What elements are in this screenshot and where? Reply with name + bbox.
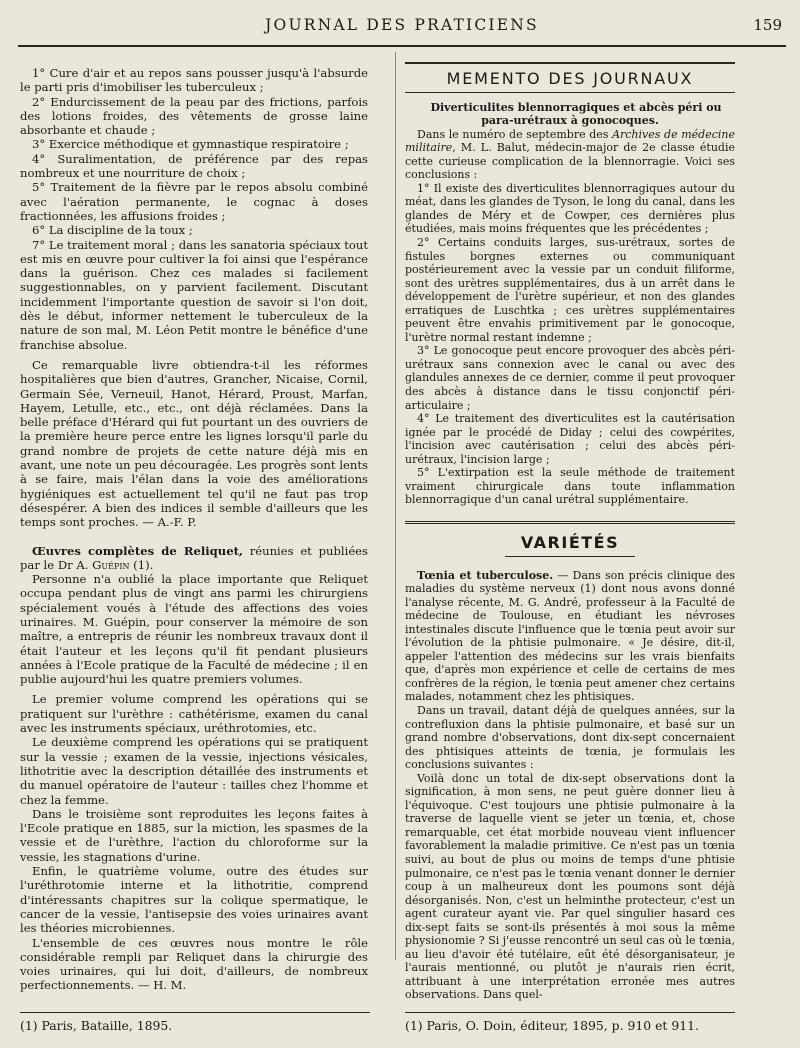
paragraph: L'ensemble de ces œuvres nous montre le rôle considérable rempli par Reliquet dans la chirurgie des voies urinaires, qui lui doit, d'ailleurs, de nombreux perfectionnements. — H. M. (20, 935, 368, 993)
paragraph: Enfin, le quatrième volume, outre des études sur l'uréthrotomie interne et la lithotritie, comprend d'intéressants chapitres sur la colique spermatique, le cancer de la vessie, l'antisepsie des voies urinaires avant les théories microbiennes. (20, 864, 368, 936)
article-text: — Dans son précis clinique des maladies du système nerveux (1) dont nous avons donné l'analyse récente, M. G. André, professeur à la Faculté de médecine de Toulouse, en étudiant les névroses intestinales discute l'influence que le tœnia peut avoir sur l'évolution de la phtisie pulmonaire. « Je désire, dit-il, appeler l'attention des médecins sur les vrais bienfaits que, d'après mon expérience et celle de certains de mes confrères de la région, le tœnia peut amener chez certains malades, notamment chez les phtisiques. (405, 568, 735, 704)
paragraph: Dans le troisième sont reproduites les leçons faites à l'Ecole pratique en 1885, sur la miction, les spasmes de la vessie et de l'urèthre, l'action du chloroforme sur la vessie, les stagnations d'urine. (20, 806, 368, 864)
article-title: Diverticulites blennorragiques et abcès péri ou para-urétraux à gonocoques. (430, 100, 722, 128)
list-item: 4° Le traitement des diverticulites est la cautérisation ignée par le procédé de Diday ; celui des cowpérites, l'incision avec cautérisation ; celui des abcès péri-urétraux, l'incision large ; (405, 412, 735, 466)
paragraph: Voilà donc un total de dix-sept observations dont la signification, à mon sens, ne peut guère donner lieu à l'équivoque. C'est toujours une phtisie pulmonaire à la traverse de laquelle vient se jeter un tœnia, et, chose remarquable, cet état morbide nouveau vient influencer favorablement la maladie primitive. Ce n'est pas un tœnia suivi, au bout de plus ou moins de temps d'une phtisie pulmonaire, ce n'est pas le tœnia venant donner le dernier coup à un malheureux dont les poumons sont déjà désorganisés. Non, c'est un helminthe protecteur, c'est un agent curateur ayant vie. Par quel singulier hasard ces dix-sept faits se sont-ils présentés à moi sous la même physionomie ? Si j'eusse rencontré un seul cas où le tœnia, au lieu d'avoir été tutélaire, eût été désorganisateur, je l'aurais mentionné, ou plutôt je n'aurais rien écrit, attribuant à une interprétation erronée mes autres observations. Dans quel- (405, 771, 735, 1002)
intro-start: Dans le numéro de septembre des (417, 127, 613, 141)
footnote-right: (1) Paris, O. Doin, éditeur, 1895, p. 910 et 911. (405, 1018, 699, 1033)
list-item: 5° L'extirpation est la seule méthode de traitement vraiment chirurgicale dans toute inflammation blennorragique d'un canal urétral supplémentaire. (405, 466, 735, 507)
journal-title: JOURNAL DES PRATICIENS (265, 16, 539, 34)
section-heading-memento: MEMENTO DES JOURNAUX (405, 62, 735, 93)
article-title: Tœnia et tuberculose. (417, 568, 554, 582)
list-item: 1° Cure d'air et au repos sans pousser jusqu'à l'absurde le parti pris d'imobiliser les tuberculeux ; (20, 66, 368, 95)
paragraph (405, 128, 735, 182)
list-item: 3° Exercice méthodique et gymnastique respiratoire ; (32, 137, 349, 152)
paragraph: Le premier volume comprend les opérations qui se pratiquent sur l'urèthre : cathétérisme, examen du canal avec les instruments spéciaux, uréthrotomies, etc. (20, 692, 368, 736)
paragraph (405, 569, 735, 704)
paragraph: Personne n'a oublié la place importante que Reliquet occupa pendant plus de vingt ans parmi les chirurgiens spécialement voués à l'étude des affections des voies urinaires. M. Guépin, pour conserver la mémoire de son maître, a entrepris de réunir les nombreux travaux dont il était l'auteur et les leçons qu'il fit pendant plusieurs années à l'Ecole pratique de la Faculté de médecine ; il en publie aujourd'hui les quatre premiers volumes. (20, 572, 368, 687)
paragraph: Ce remarquable livre obtiendra-t-il les réformes hospitalières que bien d'autres, Grancher, Nicaise, Cornil, Germain Sée, Verneuil, Hanot, Hérard, Proust, Marfan, Hayem, Letulle, etc., etc., ont déjà réclamées. Dans la belle préface d'Hérard qui fut pourtant un des ouvriers de la première heure perce entre les lignes lorsqu'il parle du grand nombre de projets de cette nature déjà mis en avant, une note un peu découragée. Les progrès sont lents à se faire, mais l'élan dans la voie des améliorations hygiéniques est actuellement tel qu'il ne faut pas trop désespérer. A bien des indices il semble d'ailleurs que les temps sont proches. — A.-F. P. (20, 357, 368, 530)
list-item: 4° Suralimentation, de préférence par des repas nombreux et une nourriture de choix ; (20, 151, 368, 181)
review-title: Œuvres complètes de Reliquet, (32, 543, 243, 558)
footnote-rule-left (20, 1012, 370, 1013)
section-title: VARIÉTÉS (520, 532, 620, 552)
header-rule (18, 45, 786, 47)
list-item: 7° Le traitement moral ; dans les sanatoria spéciaux tout est mis en œuvre pour cultiver la foi ainsi que l'espérance dans la guérison. Chez ces malades si facilement suggestionnables, on y parvient facilement. Discutant incidemment l'importante question de savoir si l'on doit, dès le début, informer nettement le tuberculeux de la nature de son mal, M. Léon Petit montre le bénéfice d'une franchise absolue. (20, 237, 368, 352)
section-heading-varietes (405, 521, 735, 557)
section-underline (505, 556, 635, 557)
footnote-rule-right (405, 1012, 735, 1013)
paragraph: Le deuxième comprend les opérations qui se pratiquent sur la vessie ; examen de la vessie, injections vésicales, lithotritie avec la description détaillée des instruments et du manuel opératoire de l'auteur : tailles chez l'homme et chez la femme. (20, 735, 368, 807)
running-head (18, 16, 786, 38)
review-note: (1). (129, 557, 154, 572)
review-rest: réunies et publiées par le Dr A. (20, 543, 368, 572)
page-number: 159 (753, 16, 782, 34)
column-separator (395, 52, 396, 960)
paragraph: Dans un travail, datant déjà de quelques années, sur la contrefluxion dans la phtisie pulmonaire, et basé sur un grand nombre d'observations, dont dix-sept concernaient des phtisiques atteints de tœnia, je formulais les conclusions suivantes : (405, 703, 735, 772)
footnote-left: (1) Paris, Bataille, 1895. (20, 1018, 173, 1033)
list-item: 3° Le gonocoque peut encore provoquer des abcès péri-urétraux sans connexion avec le canal ou avec des glandules annexes de ce dernier, comme il peut provoquer des abcès à distance dans le tissu conjonctif péri- articulaire ; (405, 344, 735, 412)
list-item: 2° Certains conduits larges, sus-urétraux, sortes de fistules borgnes externes ou communiquant postérieurement avec la vessie par un conduit filiforme, sont des urètres supplémentaires, dus à un arrêt dans le développement de l'urètre supérieur, et non des glandes erratiques de Luschtka ; ces urètres supplémentaires peuvent être envahis primitivement par le gonocoque, l'urètre normal restant indemne ; (405, 236, 735, 344)
journal-name: Archives de médecine militaire (405, 127, 735, 155)
left-column (20, 66, 368, 993)
list-item: 1° Il existe des diverticulites blennorragiques autour du méat, dans les glandes de Tyson, le long du canal, dans les glandes de Méry et de Cowper, ces dernières plus étudiées, mais moins fréquentes que les précédentes ; (405, 181, 735, 236)
review-heading (20, 544, 368, 573)
list-item: 5° Traitement de la fièvre par le repos absolu combiné avec l'aération permanente, le cognac à doses fractionnées, les affusions froides ; (20, 180, 368, 223)
intro-end: , M. L. Balut, médecin-major de 2e classe étudie cette curieuse complication de la blennorragie. Voici ses conclusions : (405, 141, 735, 182)
right-column (405, 62, 735, 1002)
list-item: 6° La discipline de la toux ; (32, 223, 193, 238)
review-author: Guépin (92, 557, 130, 572)
list-item: 2° Endurcissement de la peau par des frictions, parfois des lotions froides, des vêtements de grosse laine absorbante et chaude ; (20, 94, 368, 138)
